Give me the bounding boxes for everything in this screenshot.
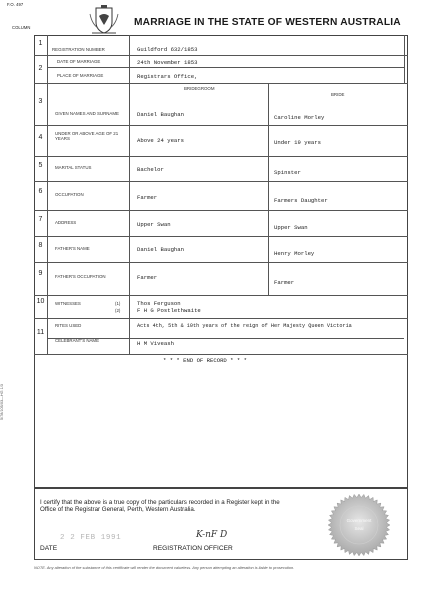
bride-occupation: Farmers Daughter (274, 197, 328, 204)
occupation-label: OCCUPATION (55, 192, 84, 197)
row-number: 7 (38, 216, 43, 223)
row-number: 2 (38, 65, 43, 72)
witness-2-name: F H G Postlethwaite (137, 307, 201, 314)
row-number: 11 (36, 329, 45, 336)
marital-status-label: MARITAL STATUS (55, 165, 92, 170)
celebrant-name-value: H M Viveash (137, 340, 174, 347)
groom-father-name: Daniel Baughan (137, 246, 184, 253)
form-code: F.O. 497 (7, 2, 24, 7)
groom-name: Daniel Baughan (137, 111, 184, 118)
column-label: COLUMN (12, 25, 31, 30)
end-of-record: * * * END OF RECORD * * * (163, 357, 247, 364)
marriage-date-label: DATE OF MARRIAGE (57, 59, 101, 64)
side-code: 5/78/105/03—HG 1/3 (0, 384, 4, 420)
registration-number-value: Guildford 632/1853 (137, 46, 198, 53)
marriage-place-value: Registrars Office, (137, 73, 198, 80)
bride-name: Caroline Morley (274, 114, 325, 121)
row-number: 6 (38, 188, 43, 195)
groom-age: Above 24 years (137, 137, 184, 144)
registration-officer-label: REGISTRATION OFFICER (153, 545, 233, 552)
marriage-date-value: 24th November 1853 (137, 59, 198, 66)
witnesses-label: WITNESSES (55, 301, 81, 306)
bride-marital-status: Spinster (274, 169, 301, 176)
bride-father-name: Henry Morley (274, 250, 315, 257)
row-number: 10 (36, 298, 45, 305)
witness-1-name: Thos Ferguson (137, 300, 181, 307)
rites-used-value: Acts 4th, 5th & 10th years of the reign of Her Majesty Queen Victoria (137, 323, 352, 329)
government-seal-icon (327, 493, 391, 557)
row-number: 1 (38, 40, 43, 47)
row-number: 5 (38, 162, 43, 169)
bride-address: Upper Swan (274, 224, 308, 231)
alteration-note: NOTE. Any alteration of the substance of this certificate will render the document valueless. Any person attempting an alteration is liable to prosecution. (34, 565, 295, 570)
seal-line-1: Government (346, 518, 372, 523)
marriage-place-label: PLACE OF MARRIAGE (57, 73, 104, 78)
row-number: 9 (38, 270, 43, 277)
page-title: MARRIAGE IN THE STATE OF WESTERN AUSTRALIA (134, 17, 401, 28)
address-label: ADDRESS (55, 220, 77, 225)
bridegroom-heading: BRIDEGROOM (184, 86, 215, 91)
seal-line-2: Seal (354, 526, 364, 531)
age-label: UNDER OR ABOVE AGE OF 21 YEARS (55, 131, 119, 141)
celebrant-name-label: CELEBRANT'S NAME (55, 338, 100, 343)
row-number: 3 (38, 98, 43, 105)
groom-marital-status: Bachelor (137, 166, 164, 173)
rites-used-label: RITES USED (55, 323, 82, 328)
groom-address: Upper Swan (137, 221, 171, 228)
fathers-occupation-label: FATHER'S OCCUPATION (55, 274, 106, 279)
date-stamp: 2 2 FEB 1991 (60, 534, 122, 542)
certification-text: I certify that the above is a true copy of the particulars recorded in a Register kept in the Office of the Registrar General, Perth, Western Australia. (40, 499, 280, 514)
bride-heading: BRIDE (331, 92, 345, 97)
groom-father-occupation: Farmer (137, 274, 158, 281)
groom-occupation: Farmer (137, 194, 158, 201)
witness-1-tag: (1) (115, 301, 121, 306)
registration-number-label: REGISTRATION NUMBER (52, 47, 105, 52)
fathers-name-label: FATHER'S NAME (55, 246, 90, 251)
date-label: DATE (40, 545, 58, 552)
given-names-label: GIVEN NAMES AND SURNAME (55, 111, 119, 116)
bride-father-occupation: Farmer (274, 279, 295, 286)
bride-age: Under 19 years (274, 139, 321, 146)
state-crest-icon (86, 4, 122, 36)
witness-2-tag: (2) (115, 308, 121, 313)
row-number: 4 (38, 134, 43, 141)
row-number: 8 (38, 242, 43, 249)
officer-signature: K-nF D (196, 530, 228, 540)
